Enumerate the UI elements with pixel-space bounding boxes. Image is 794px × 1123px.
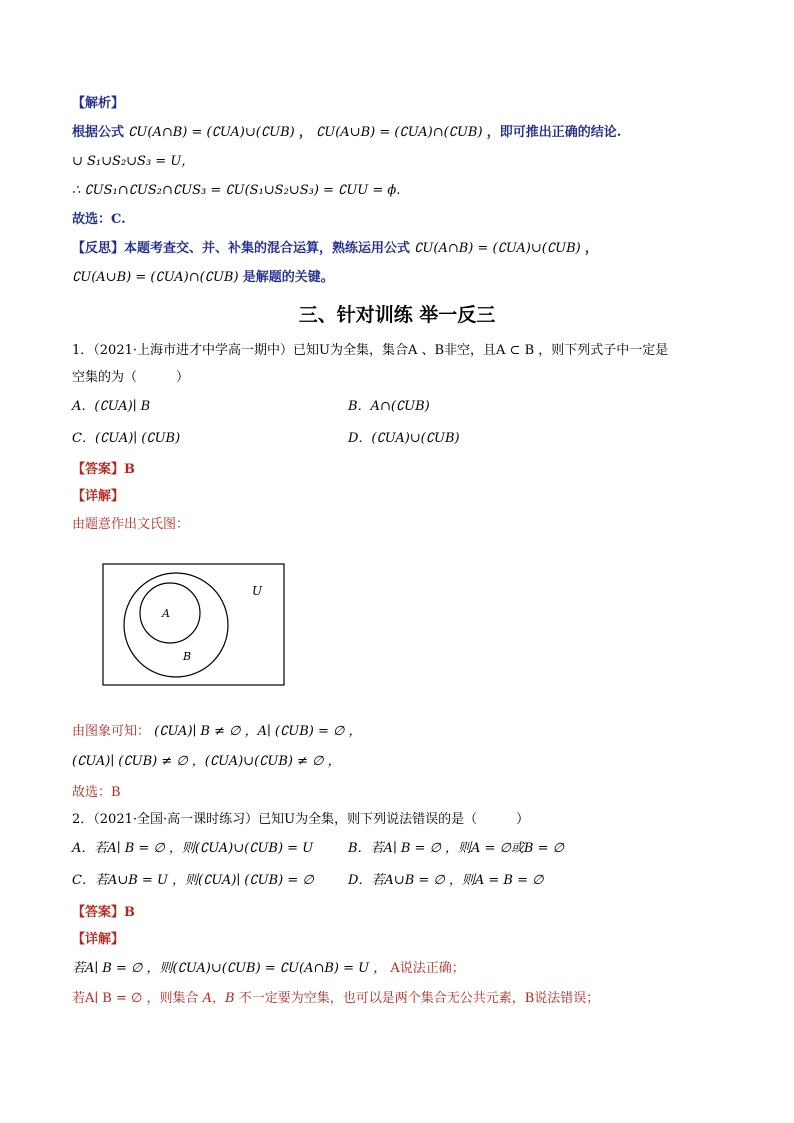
q2-detail-2 <box>72 990 599 1008</box>
venn-universe-rect <box>103 564 284 685</box>
q1-choice: 故选：B <box>72 785 121 800</box>
venn-label-u: U <box>252 584 263 598</box>
q1-answer: 【答案】B <box>72 462 135 477</box>
q1-option-c: C．(∁UA)∣ (∁UB) <box>72 431 181 446</box>
q2-detail-1 <box>72 960 465 978</box>
venn-circle-b <box>124 573 228 677</box>
q1-option-b: B．A∩(∁UB) <box>348 399 430 414</box>
q2-detail-2-intro: 若A∣ B = ∅ ，则集合 <box>72 991 199 1006</box>
q1-conclusion-formula-1: (∁UA)∣ B ≠ ∅ ，A∣ (∁UB) = ∅ ， <box>154 724 362 739</box>
q2-option-c: C．若A∪B = U ，则(∁UA)∣ (∁UB) = ∅ <box>72 873 314 888</box>
venn-diagram <box>102 563 286 687</box>
q1-stem-1: 1．（2021·上海市进才中学高一期中）已知U为全集，集合A 、B非空，且A ⊂ B ，则下列式子中一定是 <box>72 343 669 358</box>
q1-conclusion-intro: 由图象可知： <box>72 724 151 739</box>
formula-sep: ， <box>298 125 312 140</box>
q1-detail-heading: 【详解】 <box>72 489 125 504</box>
reflection-end: 是解题的关键。 <box>242 270 334 285</box>
q2-option-d: D．若A∪B = ∅ ，则A = B = ∅ <box>348 873 544 888</box>
q2-detail-heading: 【详解】 <box>72 932 125 947</box>
formula-2: ∁U(A∪B) = (∁UA)∩(∁UB) <box>316 125 483 140</box>
q2-option-a: A．若A∣ B = ∅ ，则(∁UA)∪(∁UB) = U <box>72 841 314 856</box>
venn-circle-a <box>140 583 200 643</box>
q1-option-a: A．(∁UA)∣ B <box>72 399 151 414</box>
q2-stem: 2．（2021·全国·高一课时练习）已知U为全集，则下列说法错误的是（ ） <box>72 812 530 827</box>
q2-detail-1-verdict: A说法正确； <box>390 961 465 976</box>
reflection-line <box>72 240 598 258</box>
reflection-sep: ， <box>584 241 598 256</box>
q1-conclusion-1 <box>72 723 361 741</box>
venn-label-b: B <box>183 650 192 663</box>
q2-detail-2-sets: A，B <box>202 991 235 1006</box>
q2-option-b: B．若A∣ B = ∅ ，则A = ∅或B = ∅ <box>348 841 564 856</box>
q1-venn-intro: 由题意作出文氏图： <box>72 517 190 532</box>
analysis-heading: 【解析】 <box>72 96 125 111</box>
reflection-formula-2: ∁U(A∪B) = (∁UA)∩(∁UB) <box>72 270 239 285</box>
formula-line <box>72 124 621 142</box>
q1-option-d: D．(∁UA)∪(∁UB) <box>348 431 460 446</box>
therefore-line: ∴ ∁US₁∩∁US₂∩∁US₃ = ∁U(S₁∪S₂∪S₃) = ∁UU = ϕ. <box>72 183 401 198</box>
reflection-text: 【反思】本题考查交、并、补集的混合运算，熟练运用公式 <box>72 241 411 256</box>
section-title: 三、针对训练 举一反三 <box>298 304 496 326</box>
q2-answer: 【答案】B <box>72 905 135 920</box>
q2-detail-1-formula: 若A∣ B = ∅ ，则(∁UA)∪(∁UB) = ∁U(A∩B) = U ， <box>72 961 387 976</box>
venn-label-a: A <box>162 607 170 620</box>
reflection-line-2 <box>72 269 334 287</box>
q1-stem-2: 空集的为（ ） <box>72 370 190 385</box>
choice-line: 故选：C. <box>72 212 126 227</box>
formula-conclusion: ，即可推出正确的结论. <box>486 125 622 140</box>
formula-intro: 根据公式 <box>72 125 125 140</box>
reflection-formula-1: ∁U(A∩B) = (∁UA)∪(∁UB) <box>414 241 581 256</box>
q1-conclusion-2: (∁UA)∣ (∁UB) ≠ ∅ ，(∁UA)∪(∁UB) ≠ ∅ ， <box>72 754 341 769</box>
union-line: ∪ S₁∪S₂∪S₃ = U， <box>72 154 195 169</box>
formula-1: ∁U(A∩B) = (∁UA)∪(∁UB) <box>128 125 295 140</box>
q2-detail-2-verdict: 不一定要为空集，也可以是两个集合无公共元素，B说法错误； <box>238 991 600 1006</box>
